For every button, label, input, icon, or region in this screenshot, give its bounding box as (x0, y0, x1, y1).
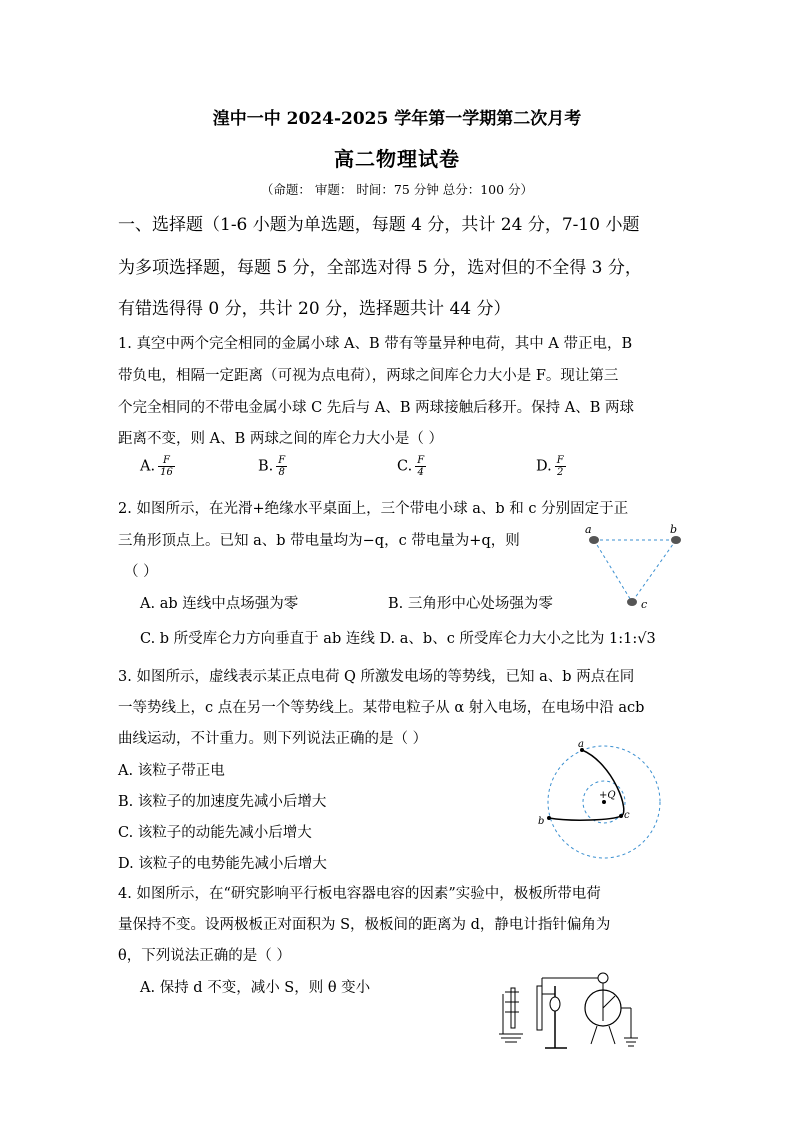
label-q: +Q (599, 790, 616, 801)
option-label: A. (140, 458, 156, 475)
frac-num: F (278, 455, 286, 466)
frac-num: F (162, 455, 170, 466)
frac-den: 8 (278, 467, 285, 478)
label-c: c (624, 810, 630, 821)
q3-option-c[interactable]: C. 该粒子的动能先减小后增大 (118, 825, 312, 841)
frac-den: 2 (557, 467, 564, 478)
q2-option-a[interactable]: A. ab 连线中点场强为零 (140, 596, 299, 612)
subject-title: 高二物理试卷 (334, 147, 460, 171)
q3-option-a[interactable]: A. 该粒子带正电 (118, 763, 225, 779)
school-title: 湟中一中 2024-2025 学年第一学期第二次月考 (212, 109, 582, 129)
q1-line1: 1. 真空中两个完全相同的金属小球 A、B 带有等量异种电荷，其中 A 带正电，B (118, 336, 633, 352)
frac-den: 4 (417, 467, 424, 478)
option-label: C. (397, 458, 413, 475)
q1-line3: 个完全相同的不带电金属小球 C 先后与 A、B 两球接触后移开。保持 A、B 两球 (118, 400, 635, 416)
section-heading-line3: 有错选得得 0 分，共计 20 分，选择题共计 44 分） (118, 299, 511, 319)
q3-option-d[interactable]: D. 该粒子的电势能先减小后增大 (118, 856, 327, 872)
q4-line1: 4. 如图所示，在“研究影响平行板电容器电容的因素”实验中，极板所带电荷 (118, 886, 601, 902)
exam-meta: （命题： 审题： 时间：75 分钟 总分：100 分） (260, 182, 534, 197)
q2-line2: 三角形顶点上。已知 a、b 带电量均为−q，c 带电量为+q，则 (118, 533, 520, 549)
q1-line4: 距离不变，则 A、B 两球之间的库仑力大小是（ ） (118, 431, 443, 447)
frac-num: F (556, 455, 564, 466)
section-heading-line2: 为多项选择题，每题 5 分，全部选对得 5 分，选对但的不全得 3 分， (118, 258, 642, 278)
section-heading-line1: 一、选择题（1-6 小题为单选题，每题 4 分，共计 24 分，7-10 小题 (118, 215, 640, 235)
q2-line1: 2. 如图所示，在光滑+绝缘水平桌面上，三个带电小球 a、b 和 c 分别固定于正 (118, 501, 629, 517)
label-a: a (578, 739, 584, 750)
label-b: b (670, 523, 678, 536)
q1-option-a[interactable] (140, 455, 174, 478)
q3-line2: 一等势线上，c 点在另一个等势线上。某带电粒子从 α 射入电场，在电场中沿 acb (118, 700, 645, 716)
q4-line3: θ，下列说法正确的是（ ） (118, 948, 291, 964)
q1-line2: 带负电，相隔一定距离（可视为点电荷），两球之间库仑力大小是 F。现让第三 (118, 368, 619, 384)
capacitor-electrometer-figure (493, 966, 643, 1056)
q2-line3: （ ） (124, 564, 158, 580)
q4-line2: 量保持不变。设两极板正对面积为 S，极板间的距离为 d，静电计指针偏角为 (118, 917, 611, 933)
option-label: D. (536, 458, 552, 475)
label-b: b (538, 816, 545, 827)
q3-line1: 3. 如图所示，虚线表示某正点电荷 Q 所激发电场的等势线，已知 a、b 两点在同 (118, 669, 635, 685)
triangle-charges-figure (575, 522, 695, 614)
equipotential-figure (533, 738, 665, 868)
q4-option-a[interactable]: A. 保持 d 不变，减小 S，则 θ 变小 (140, 980, 371, 996)
option-label: B. (258, 458, 274, 475)
q2-option-cd[interactable]: C. b 所受库仑力方向垂直于 ab 连线 D. a、b、c 所受库仑力大小之比为 1:1:√3 (140, 631, 656, 647)
q1-option-d[interactable] (536, 455, 565, 478)
q1-option-b[interactable] (258, 455, 286, 478)
label-a: a (585, 523, 592, 536)
frac-num: F (417, 455, 425, 466)
q3-option-b[interactable]: B. 该粒子的加速度先减小后增大 (118, 794, 327, 810)
q1-option-c[interactable] (397, 455, 425, 478)
q2-option-b[interactable]: B. 三角形中心处场强为零 (388, 596, 553, 612)
frac-den: 16 (160, 467, 173, 478)
label-c: c (641, 598, 648, 611)
q3-line3: 曲线运动，不计重力。则下列说法正确的是（ ） (118, 731, 428, 747)
